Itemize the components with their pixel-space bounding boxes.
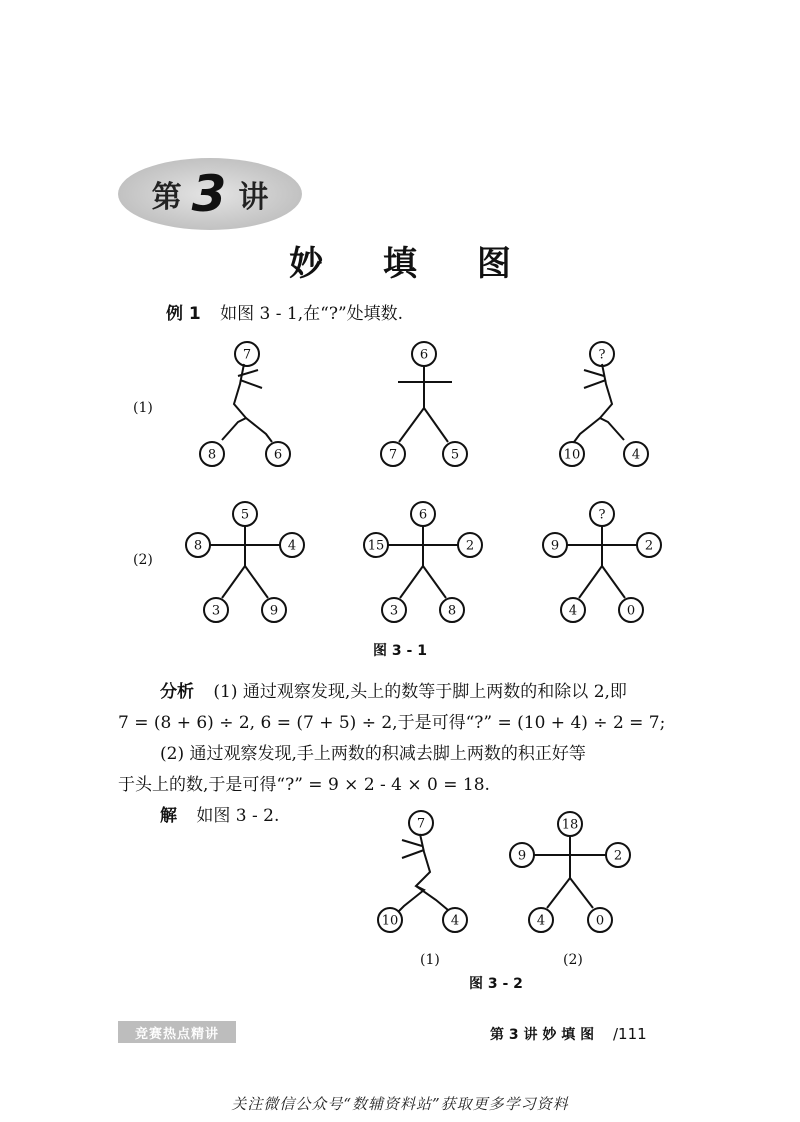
number-label: 9	[269, 603, 279, 619]
number-label: 4	[536, 913, 546, 929]
leg-line	[579, 566, 602, 598]
leg-line	[570, 878, 593, 908]
number-label: 6	[418, 507, 428, 523]
body-line	[398, 834, 430, 912]
arm-line	[240, 380, 262, 388]
lecture-prefix: 第	[151, 180, 182, 215]
section-name: 竞赛热点精讲	[134, 1026, 219, 1042]
leg-line	[424, 408, 448, 442]
fig2-a-label: (1)	[420, 952, 440, 968]
leg-line	[400, 566, 423, 598]
example-label: 例 1	[166, 304, 201, 324]
number-label: 18	[561, 817, 579, 833]
leg-line	[416, 886, 448, 910]
arm-line	[584, 370, 604, 376]
number-label: 7	[416, 816, 426, 832]
section-badge	[118, 1021, 236, 1043]
leg-line	[399, 408, 424, 442]
number-label: 0	[626, 603, 636, 619]
analysis-line-1	[160, 684, 627, 701]
number-label: 15	[367, 538, 385, 554]
fig1-row1-label: (1)	[133, 400, 153, 416]
leg-line	[602, 566, 625, 598]
number-label: 10	[381, 913, 399, 929]
number-label: 9	[517, 848, 527, 864]
analysis-line-3: (2) 通过观察发现,手上两数的积减去脚上两数的积正好等	[160, 744, 586, 764]
example-text: 如图 3 - 1,在“?”处填数.	[220, 304, 404, 324]
arm-line	[402, 850, 424, 858]
number-label: 9	[550, 538, 560, 554]
leg-line	[246, 418, 272, 442]
leg-line	[423, 566, 446, 598]
number-label: 5	[450, 447, 460, 463]
arm-line	[238, 370, 258, 376]
number-label: 8	[207, 447, 217, 463]
fig2-b-label: (2)	[563, 952, 583, 968]
fig1-row2-label: (2)	[133, 552, 153, 568]
number-label: 2	[644, 538, 654, 554]
analysis-line-2: 7 = (8 + 6) ÷ 2, 6 = (7 + 5) ÷ 2,于是可得“?” = (10 + 4) ÷ 2 = 7;	[118, 713, 666, 733]
number-label: 4	[450, 913, 460, 929]
number-label: 6	[419, 347, 429, 363]
number-label: ?	[598, 507, 606, 523]
leg-line	[574, 418, 600, 442]
arm-line	[402, 840, 422, 846]
arm-line	[584, 380, 606, 388]
number-label: 2	[465, 538, 475, 554]
page-number: /111	[613, 1025, 647, 1043]
watermark-text: 关注微信公众号“数辅资料站”获取更多学习资料	[231, 1095, 569, 1113]
lecture-number: 3	[191, 165, 227, 223]
analysis-label: 分析	[160, 682, 194, 702]
leg-line	[245, 566, 268, 598]
chapter-name: 第 3 讲 妙 填 图	[490, 1027, 595, 1043]
number-label: 3	[211, 603, 221, 619]
number-label: 10	[563, 447, 581, 463]
analysis-line-4: 于头上的数,于是可得“?” = 9 × 2 - 4 × 0 = 18.	[118, 775, 490, 795]
number-label: 6	[273, 447, 283, 463]
figure1-caption: 图 3 - 1	[373, 643, 427, 659]
leg-line	[222, 566, 245, 598]
solution-label: 解	[160, 806, 177, 826]
solution-line	[160, 808, 279, 825]
figure2-caption: 图 3 - 2	[469, 976, 523, 992]
number-label: 7	[242, 347, 252, 363]
analysis-text-1: (1) 通过观察发现,头上的数等于脚上两数的和除以 2,即	[213, 682, 627, 702]
number-label: 0	[595, 913, 605, 929]
number-label: 5	[240, 507, 250, 523]
leg-line	[547, 878, 570, 908]
number-label: 8	[193, 538, 203, 554]
number-label: 3	[389, 603, 399, 619]
number-label: ?	[598, 347, 606, 363]
running-footer	[490, 1024, 647, 1044]
solution-text: 如图 3 - 2.	[196, 806, 280, 826]
number-label: 4	[287, 538, 297, 554]
number-label: 7	[388, 447, 398, 463]
number-label: 4	[631, 447, 641, 463]
number-label: 4	[568, 603, 578, 619]
number-label: 8	[447, 603, 457, 619]
page-title: 妙 填 图	[289, 244, 535, 284]
number-label: 2	[613, 848, 623, 864]
lecture-suffix: 讲	[238, 180, 269, 215]
